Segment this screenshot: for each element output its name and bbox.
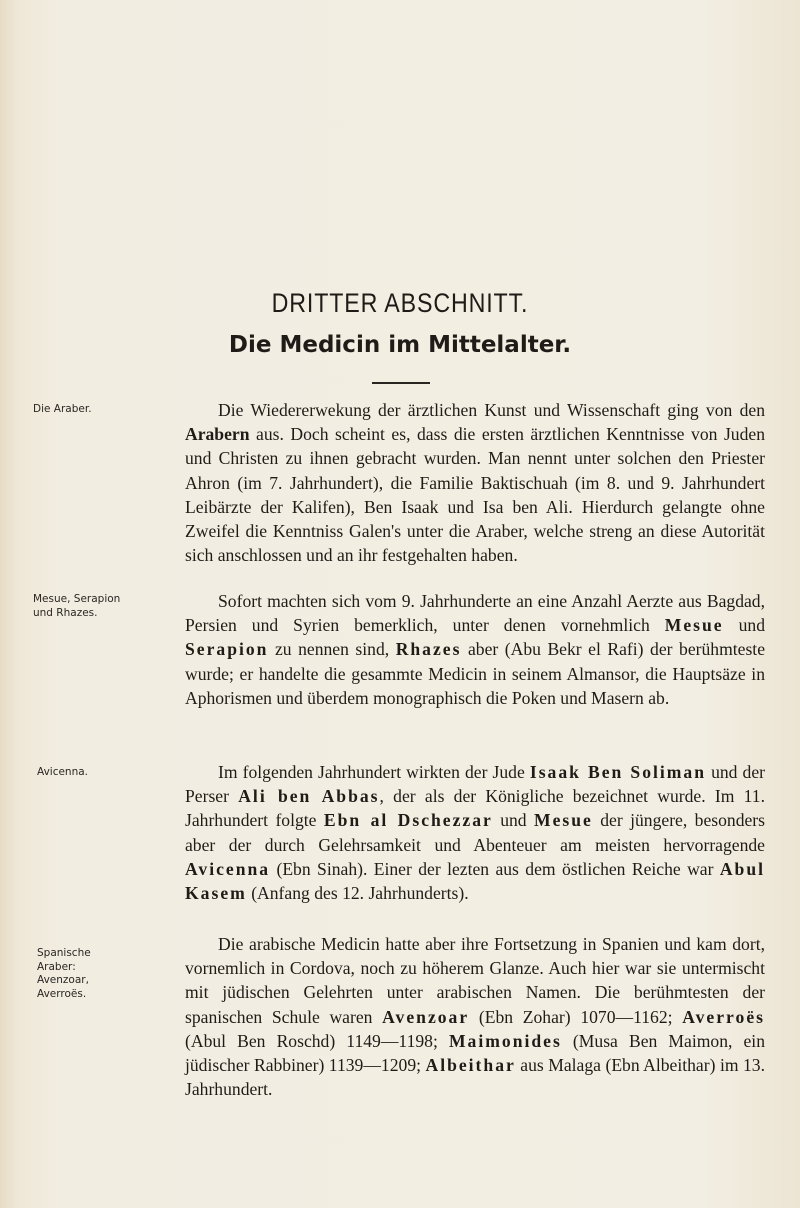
margin-note-line: Spanische [37,947,91,959]
margin-note-line: und Rhazes. [33,606,98,619]
title-divider [372,382,430,384]
paragraph-2: Sofort machten sich vom 9. Jahrhunderte an eine Anzahl Aerzte aus Bagdad, Persien und Syrien bemerklich, unter denen vornehmlich Mesue und Serapion zu nennen sind, Rhazes aber (Abu Bekr el Rafi) der berühmteste wurde; er handelte die gesammte Medicin in seinem Almansor, die Hauptsäze in Aphorismen und überdem monographisch die Poken und Masern ab. [185,591,766,708]
section-title: DRITTER ABSCHNITT. [271,288,529,318]
margin-note-spanische [37,947,157,1001]
paragraph-3: Im folgenden Jahrhundert wirkten der Jude Isaak Ben Soliman und der Perser Ali ben Abbas, der als der Königliche bezeichnet wurde. Im 11. Jahrhundert folgte Ebn al Dschezzar und Mesue der jüngere, besonders aber der durch Gelehrsamkeit und Abenteuer am meisten hervorragende Avicenna (Ebn Sinah). Einer der lezten aus dem östlichen Reiche war Abul Kasem (Anfang des 12. Jahrhunderts). [185,762,766,904]
margin-note-line: Avenzoar, [37,974,89,986]
margin-note-line: Die Araber. [33,403,92,415]
section-subtitle: Die Medicin im Mittelalter. [228,332,572,358]
margin-note-avicenna [37,766,157,780]
margin-note-line: Avicenna. [37,766,89,778]
paragraph-4: Die arabische Medicin hatte aber ihre Fortsetzung in Spanien und kam dort, vornemlich in Cordova, noch zu höherem Glanze. Auch hier war sie untermischt mit jüdischen Gelehrten unter arabischen Namen. Die berühmtesten der spanischen Schule waren Avenzoar (Ebn Zohar) 1070—1162; Averroës (Abul Ben Roschd) 1149—1198; Maimonides (Musa Ben Maimon, ein jüdischer Rabbiner) 1139—1209; Albeithar aus Malaga (Ebn Albeithar) im 13. Jahrhundert. [185,934,765,1100]
margin-note-araber [33,403,153,417]
margin-note-line: Averroës. [37,987,87,1000]
margin-note-mesue [33,593,153,620]
paragraph-1: Die Wiedererwekung der ärztlichen Kunst und Wissenschaft ging von den Arabern aus. Doch scheint es, dass die ersten ärztlichen Kenntnisse von Juden und Christen zu ihnen gebracht wurden. Man nennt unter solchen den Priester Ahron (im 7. Jahrhundert), die Familie Baktischuah (im 8. und 9. Jahrhundert Leibärzte der Kalifen), Ben Isaak und Isa ben Ali. Hierdurch gelangte ohne Zweifel die Kenntniss Galen's unter die Araber, welche streng an diese Autorität sich anschlossen und an ihr festgehalten haben. [185,400,765,566]
margin-note-line: Araber: [37,960,76,973]
margin-note-line: Mesue, Serapion [33,593,121,605]
